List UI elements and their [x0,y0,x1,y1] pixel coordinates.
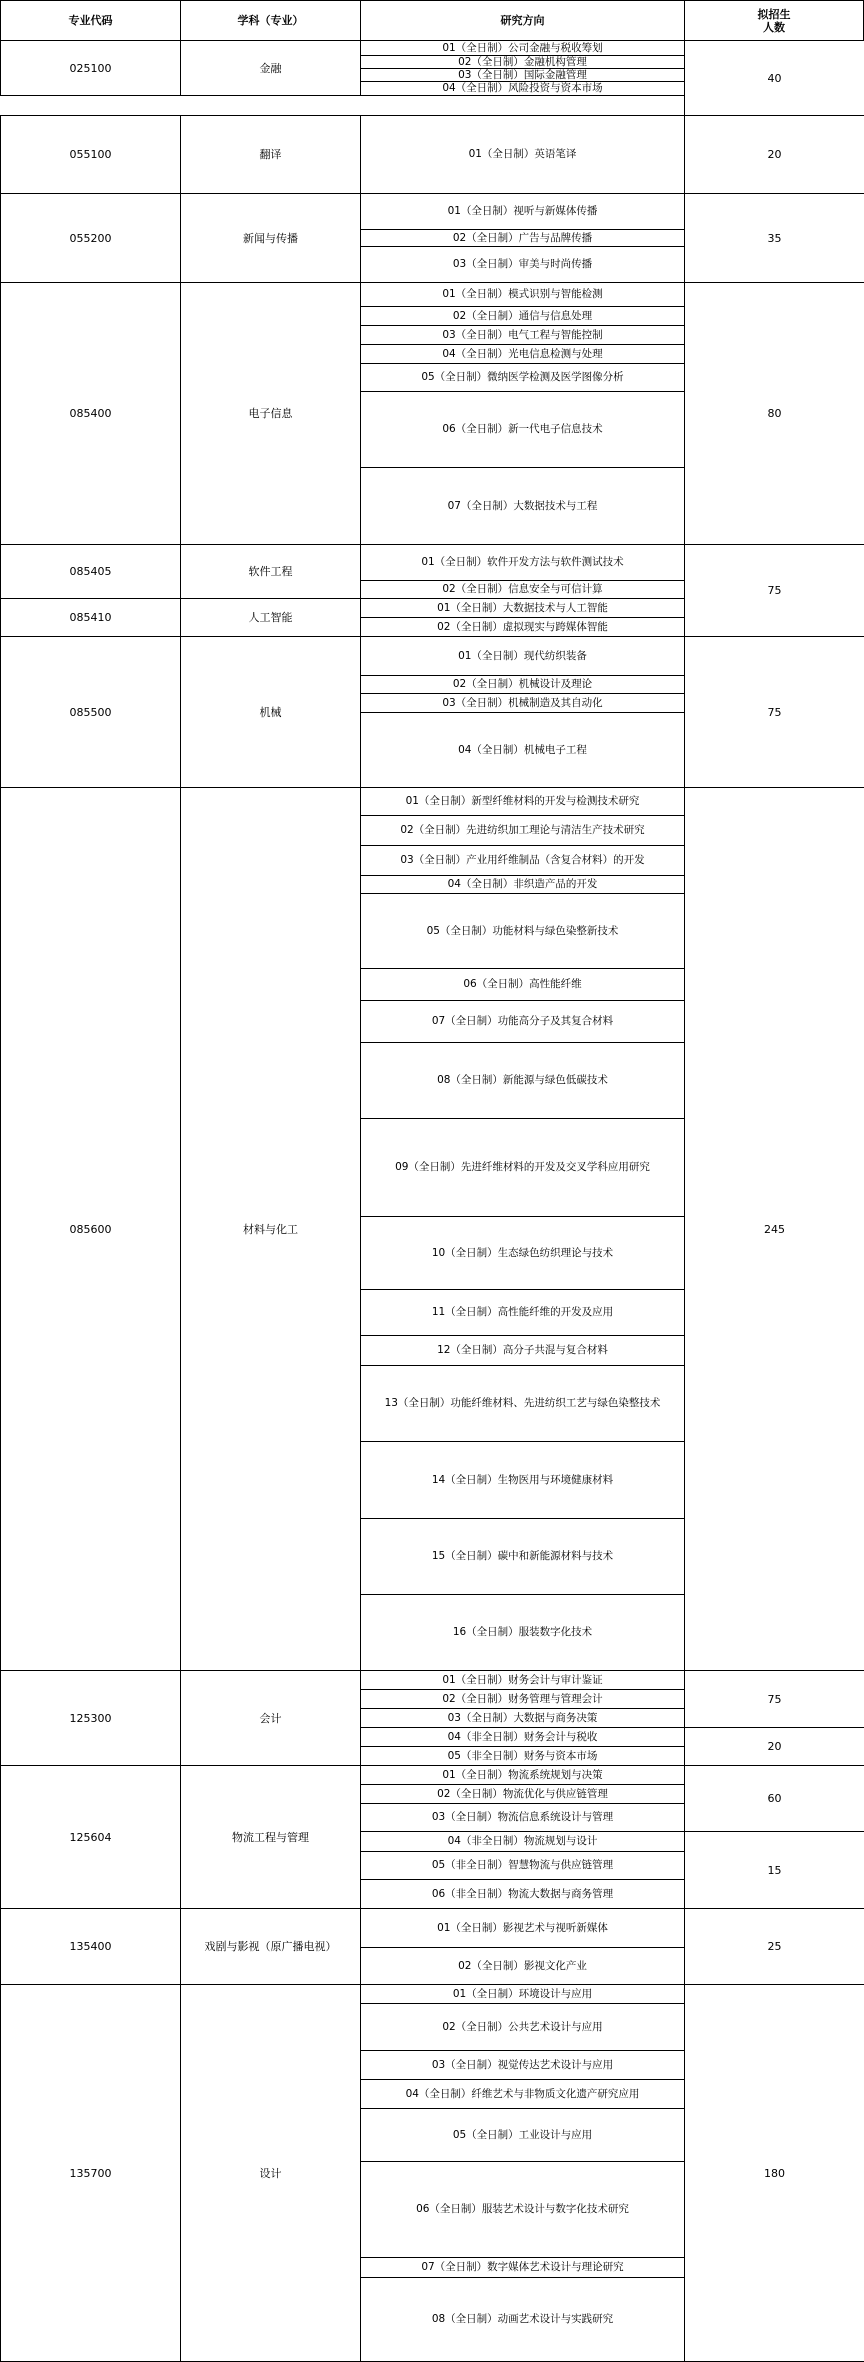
direction-cell: 06（全日制）服装艺术设计与数字化技术研究 [360,2161,685,2258]
direction-cell: 06（非全日制）物流大数据与商务管理 [360,1879,685,1909]
direction-cell: 01（全日制）视听与新媒体传播 [360,193,685,230]
direction-cell: 02（全日制）物流优化与供应链管理 [360,1784,685,1804]
direction-cell: 03（全日制）审美与时尚传播 [360,246,685,283]
direction-cell: 03（全日制）电气工程与智能控制 [360,325,685,345]
direction-cell: 05（全日制）微纳医学检测及医学图像分析 [360,363,685,392]
direction-cell: 15（全日制）碳中和新能源材料与技术 [360,1518,685,1595]
direction-cell: 01（全日制）公司金融与税收筹划 [360,40,685,56]
quota-cell: 75 [684,636,864,788]
subject-cell: 材料与化工 [180,787,361,1671]
direction-cell: 01（全日制）大数据技术与人工智能 [360,598,685,618]
direction-cell: 04（全日制）光电信息检测与处理 [360,344,685,364]
major-code-cell: 085410 [0,598,181,637]
subject-cell: 人工智能 [180,598,361,637]
major-code-cell: 125604 [0,1765,181,1909]
direction-cell: 03（全日制）产业用纤维制品（含复合材料）的开发 [360,845,685,876]
direction-cell: 03（全日制）机械制造及其自动化 [360,693,685,713]
major-code-cell: 135400 [0,1908,181,1985]
direction-cell: 01（全日制）模式识别与智能检测 [360,282,685,307]
direction-cell: 02（全日制）影视文化产业 [360,1947,685,1985]
direction-cell: 04（全日制）风险投资与资本市场 [360,81,685,96]
direction-cell: 05（非全日制）智慧物流与供应链管理 [360,1851,685,1880]
direction-cell: 02（全日制）信息安全与可信计算 [360,580,685,599]
direction-cell: 02（全日制）虚拟现实与跨媒体智能 [360,617,685,637]
direction-cell: 09（全日制）先进纤维材料的开发及交叉学科应用研究 [360,1118,685,1217]
subject-cell: 戏剧与影视（原广播电视） [180,1908,361,1985]
header-subject: 学科（专业） [180,0,361,41]
major-code-cell: 085500 [0,636,181,788]
direction-cell: 04（全日制）机械电子工程 [360,712,685,788]
subject-cell: 电子信息 [180,282,361,545]
quota-cell: 75 [684,1670,864,1728]
subject-cell: 设计 [180,1984,361,2362]
direction-cell: 07（全日制）功能高分子及其复合材料 [360,1000,685,1043]
direction-cell: 01（全日制）现代纺织装备 [360,636,685,676]
direction-cell: 08（全日制）新能源与绿色低碳技术 [360,1042,685,1119]
direction-cell: 04（非全日制）物流规划与设计 [360,1831,685,1852]
quota-cell: 20 [684,1727,864,1766]
direction-cell: 01（全日制）影视艺术与视听新媒体 [360,1908,685,1948]
direction-cell: 04（全日制）非织造产品的开发 [360,875,685,894]
quota-cell: 15 [684,1831,864,1909]
quota-cell: 80 [684,282,864,545]
direction-cell: 02（全日制）通信与信息处理 [360,306,685,326]
subject-cell: 物流工程与管理 [180,1765,361,1909]
major-code-cell: 135700 [0,1984,181,2362]
major-code-cell: 085405 [0,544,181,599]
direction-cell: 04（非全日制）财务会计与税收 [360,1727,685,1747]
quota-cell: 20 [684,115,864,194]
quota-cell: 60 [684,1765,864,1832]
direction-cell: 02（全日制）金融机构管理 [360,55,685,69]
direction-cell: 02（全日制）财务管理与管理会计 [360,1689,685,1709]
header-code: 专业代码 [0,0,181,41]
direction-cell: 11（全日制）高性能纤维的开发及应用 [360,1289,685,1336]
major-code-cell: 055200 [0,193,181,283]
header-direction: 研究方向 [360,0,685,41]
direction-cell: 06（全日制）新一代电子信息技术 [360,391,685,468]
direction-cell: 03（全日制）国际金融管理 [360,68,685,82]
direction-cell: 03（全日制）视觉传达艺术设计与应用 [360,2050,685,2080]
major-code-cell: 055100 [0,115,181,194]
subject-cell: 金融 [180,40,361,96]
subject-cell: 会计 [180,1670,361,1766]
direction-cell: 06（全日制）高性能纤维 [360,968,685,1001]
quota-cell: 40 [684,40,864,116]
direction-cell: 03（全日制）大数据与商务决策 [360,1708,685,1728]
major-code-cell: 025100 [0,40,181,96]
quota-cell-shared: 75 [684,544,864,637]
direction-cell: 01（全日制）物流系统规划与决策 [360,1765,685,1785]
subject-cell: 软件工程 [180,544,361,599]
direction-cell: 01（全日制）环境设计与应用 [360,1984,685,2004]
direction-cell: 05（非全日制）财务与资本市场 [360,1746,685,1766]
direction-cell: 03（全日制）物流信息系统设计与管理 [360,1803,685,1832]
major-code-cell: 085600 [0,787,181,1671]
subject-cell: 机械 [180,636,361,788]
direction-cell: 07（全日制）数字媒体艺术设计与理论研究 [360,2257,685,2278]
direction-cell: 02（全日制）先进纺织加工理论与清洁生产技术研究 [360,815,685,846]
direction-cell: 02（全日制）广告与品牌传播 [360,229,685,247]
header-quota: 拟招生 人数 [684,0,864,41]
quota-cell: 35 [684,193,864,283]
direction-cell: 16（全日制）服装数字化技术 [360,1594,685,1671]
direction-cell: 13（全日制）功能纤维材料、先进纺织工艺与绿色染整技术 [360,1365,685,1442]
quota-cell: 180 [684,1984,864,2362]
quota-cell: 25 [684,1908,864,1985]
direction-cell: 04（全日制）纤维艺术与非物质文化遗产研究应用 [360,2079,685,2109]
direction-cell: 10（全日制）生态绿色纺织理论与技术 [360,1216,685,1290]
direction-cell: 08（全日制）动画艺术设计与实践研究 [360,2277,685,2362]
direction-cell: 05（全日制）工业设计与应用 [360,2108,685,2162]
direction-cell: 02（全日制）机械设计及理论 [360,675,685,694]
major-code-cell: 085400 [0,282,181,545]
direction-cell: 07（全日制）大数据技术与工程 [360,467,685,545]
direction-cell: 01（全日制）财务会计与审计鉴证 [360,1670,685,1690]
direction-cell: 01（全日制）英语笔译 [360,115,685,194]
major-code-cell: 125300 [0,1670,181,1766]
direction-cell: 14（全日制）生物医用与环境健康材料 [360,1441,685,1519]
direction-cell: 01（全日制）新型纤维材料的开发与检测技术研究 [360,787,685,816]
direction-cell: 02（全日制）公共艺术设计与应用 [360,2003,685,2051]
quota-cell: 245 [684,787,864,1671]
direction-cell: 12（全日制）高分子共混与复合材料 [360,1335,685,1366]
subject-cell: 新闻与传播 [180,193,361,283]
direction-cell: 01（全日制）软件开发方法与软件测试技术 [360,544,685,581]
direction-cell: 05（全日制）功能材料与绿色染整新技术 [360,893,685,969]
subject-cell: 翻译 [180,115,361,194]
